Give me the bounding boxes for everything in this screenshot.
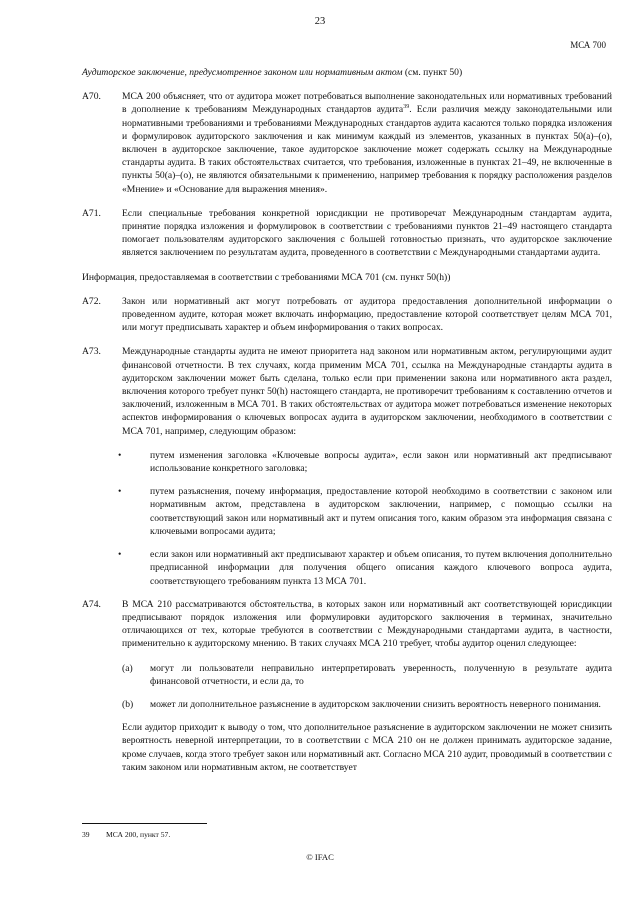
paragraph-label: A72. — [82, 295, 101, 307]
footnote-ref[interactable]: 39 — [403, 104, 410, 111]
paragraph-a73: A73. Международные стандарты аудита не имеют приоритета над законом или нормативным актом, регулирующими аудит финансовой отчетности. В тех случаях, когда применим МСА 701, ссылка на Международные стандарты аудита в аудиторском заключении может быть сделана, только если при применении закона или нормативного акта раздел, включения которого требует пункт 50(h) настоящего стандарта, не противоречит требованиям к составлению отчетов и заключений, изложенным в МСА 701. В таких обстоятельствах от аудитора может потребоваться изменение некоторых аспектов информирования о ключевых вопросах аудита в аудиторском заключении, необходимого в соответствии с МСА 701, например, следующим образом: — [82, 346, 612, 437]
list-item: • если закон или нормативный акт предписывают характер и объем описания, то путем включения дополнительно предписанной информации для получения общего описания каждого ключевого вопроса аудита, соответствующего требованиям пункта 13 МСА 701. — [118, 549, 612, 587]
page-number: 23 — [314, 16, 326, 27]
footnote — [82, 830, 170, 839]
paragraph-a71: A71. Если специальные требования конкретной юрисдикции не противоречат Международным стандартам аудита, принятие порядка изложения и формулировок в соответствии с требованиями пунктов 21–49 настоящего стандарта помогает пользователям аудиторского заключения с большей готовностью признать, что аудиторское заключение является заключением по результатам аудита, проведенного в соответствии с Международными стандартами аудита. — [82, 207, 612, 259]
list-item: • путем разъяснения, почему информация, предоставление которой необходимо в соответствии с законом или нормативным актом, представлена в аудиторском заключении, например, с помощью ссылки на соответствующий закон или нормативный акт и путем описания того, каким образом эта информация связана с ключевыми вопросами аудита; — [118, 486, 612, 537]
footnote-text: МСА 200, пункт 57. — [106, 830, 171, 839]
bullet-icon: • — [118, 549, 122, 561]
sub-item-label: (a) — [122, 662, 133, 674]
bullet-icon: • — [118, 486, 122, 498]
paragraph-a72: A72. Закон или нормативный акт могут потребовать от аудитора предоставления дополнительной информации о проведенном аудите, которая может включать информацию, предоставление которой соответствует целям МСА 701, или могут предписывать характер и объем информирования о таких вопросах. — [82, 295, 612, 334]
paragraph-label: A71. — [82, 207, 101, 219]
paragraph-a74: A74. В МСА 210 рассматриваются обстоятельства, в которых закон или нормативный акт соответствующей юрисдикции предписывают порядок изложения или формулировки аудиторского заключения в терминах, значительно отличающихся от тех, которые требуются в соответствии с Международными стандартами аудита, в частности, применительно к аудиторскому мнению. В таких случаях МСА 210 требует, чтобы аудитор оценил следующее: — [82, 598, 612, 650]
list-item: • путем изменения заголовка «Ключевые вопросы аудита», если закон или нормативный акт предписывают использование конкретного заголовка; — [118, 449, 612, 475]
paragraph-a70: A70. МСА 200 объясняет, что от аудитора может потребоваться выполнение законодательных или нормативных требований в дополнение к требованиям Международных стандартов аудита$^{39}$. Если различия между законодательными или нормативными требованиями и требованиями Международных стандартов аудита касаются только порядка изложения и формулировок аудиторского заключения и как минимум каждый из элементов, указанных в пунктах 50(a)–(о), включен в аудиторское заключение, такое аудиторское заключение может содержать ссылку на Международные стандарты аудита. В таких обстоятельствах считается, что требования, изложенные в пунктах 21–49, не включенные в пункты 50(a)–(о), не являются обязательными к применению, например требования к порядку расположения разделов «Мнение» и «Основание для выражения мнения». — [82, 91, 612, 195]
sub-item-label: (b) — [122, 698, 134, 710]
list-item: (b) может ли дополнительное разъяснение в аудиторском заключении снизить вероятность неверного понимания. — [122, 698, 601, 710]
list-item: (a) могут ли пользователи неправильно интерпретировать уверенность, полученную в результате аудита финансовой отчетности, и если да, то — [122, 662, 612, 687]
section-heading-isa701-info: Информация, предоставляемая в соответствии с требованиями МСА 701 (см. пункт 50(h)) — [82, 271, 451, 283]
footnote-number: 39 — [82, 830, 90, 839]
page-footer-copyright: © IFAC — [306, 852, 334, 862]
paragraph-label: A74. — [82, 598, 101, 610]
paragraph-label: A73. — [82, 346, 101, 358]
section-heading-statutory-report: Аудиторское заключение, предусмотренное законом или нормативным актом (см. пункт 50) — [82, 67, 463, 78]
header-standard-code: МСА 700 — [570, 40, 606, 50]
footnote-divider — [82, 823, 207, 824]
paragraph-a74-continuation: Если аудитор приходит к выводу о том, что дополнительное разъяснение в аудиторском заключении не может снизить вероятность неверной интерпретации, то в соответствии с МСА 210 он не должен принимать аудиторское задание, кроме случаев, когда этого требует закон или нормативный акт. Согласно МСА 210 аудит, проводимый в соответствии с таким законом или нормативным актом, не соответствует — [122, 722, 612, 773]
main-content — [82, 66, 612, 774]
bullet-icon: • — [118, 449, 122, 461]
paragraph-label: A70. — [82, 91, 101, 103]
